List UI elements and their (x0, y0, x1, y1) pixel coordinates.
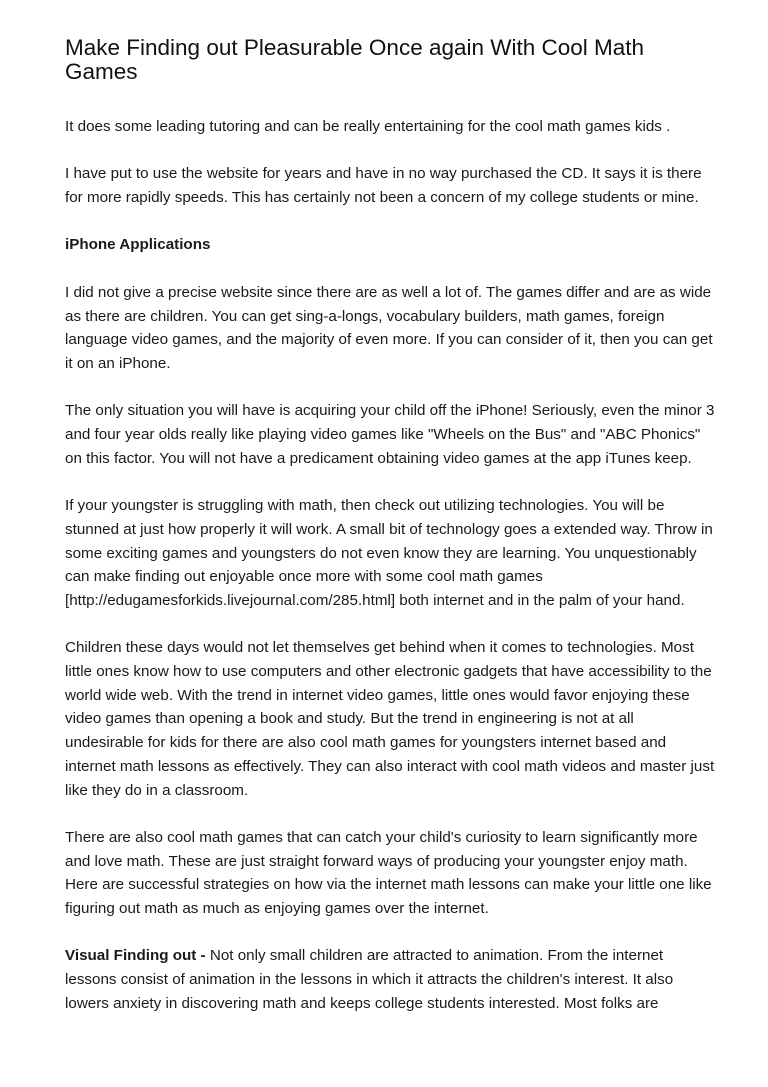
paragraph-technology-math: If your youngster is struggling with math, then check out utilizing technologies. You will be stunned at just how properly it will work. A small bit of technology goes a extended way. Throw in some exciting games and youngsters do not even know they are learning. You unquestionably can make finding out enjoyable once more with some cool math games [http://edugamesforkids.livejournal.com/285.html] both internet and in the palm of your hand. (65, 497, 713, 609)
paragraph-body-visual: Not only small children are attracted to animation. From the internet lessons consist of animation in the lessons in which it attracts the children's interest. It also lowers anxiety in discovering math and keeps college students interested. Most folks are (65, 947, 674, 1012)
paragraph-lead-visual: Visual Finding out - (65, 947, 206, 965)
paragraph-website-use: I have put to use the website for years and have in no way purchased the CD. It says it is there for more rapidly speeds. This has certainly not been a concern of my college students or mine. (65, 165, 702, 207)
paragraph-cool-math-curiosity: There are also cool math games that can catch your child's curiosity to learn significantly more and love math. These are just straight forward ways of producing your youngster enjoy math. Here are successful strategies on how via the internet math lessons can make your little one like figuring out math as much as enjoying games over the internet. (65, 828, 712, 918)
paragraph-children-technology: Children these days would not let themselves get behind when it comes to technologies. Most little ones know how to use computers and other electronic gadgets that have accessibility to the world wide web. With the trend in internet video games, little ones would favor enjoying these video games than opening a book and study. But the trend in engineering is not at all undesirable for kids for there are also cool math games for youngsters internet based and internet math lessons as effectively. They can also interact with cool math videos and master just like they do in a classroom. (65, 639, 715, 799)
paragraph-child-iphone: The only situation you will have is acquiring your child off the iPhone! Seriously, even the minor 3 and four year olds really like playing video games like "Wheels on the Bus" and "ABC Phonics" on this factor. You will not have a predicament obtaining video games at the app iTunes keep. (65, 402, 715, 467)
document-title: Make Finding out Pleasurable Once again With Cool Math Games (65, 35, 645, 84)
paragraph-iphone-games: I did not give a precise website since there are as well a lot of. The games differ and are as wide as there are children. You can get sing-a-longs, vocabulary builders, math games, foreign language video games, and the majority of even more. If you can consider of it, then you can get it on an iPhone. (65, 283, 713, 372)
paragraph-visual-learning (65, 944, 715, 1015)
document-page (65, 36, 715, 1039)
section-heading-iphone: iPhone Applications (65, 236, 211, 254)
paragraph-intro: It does some leading tutoring and can be really entertaining for the cool math games kids . (65, 118, 671, 135)
